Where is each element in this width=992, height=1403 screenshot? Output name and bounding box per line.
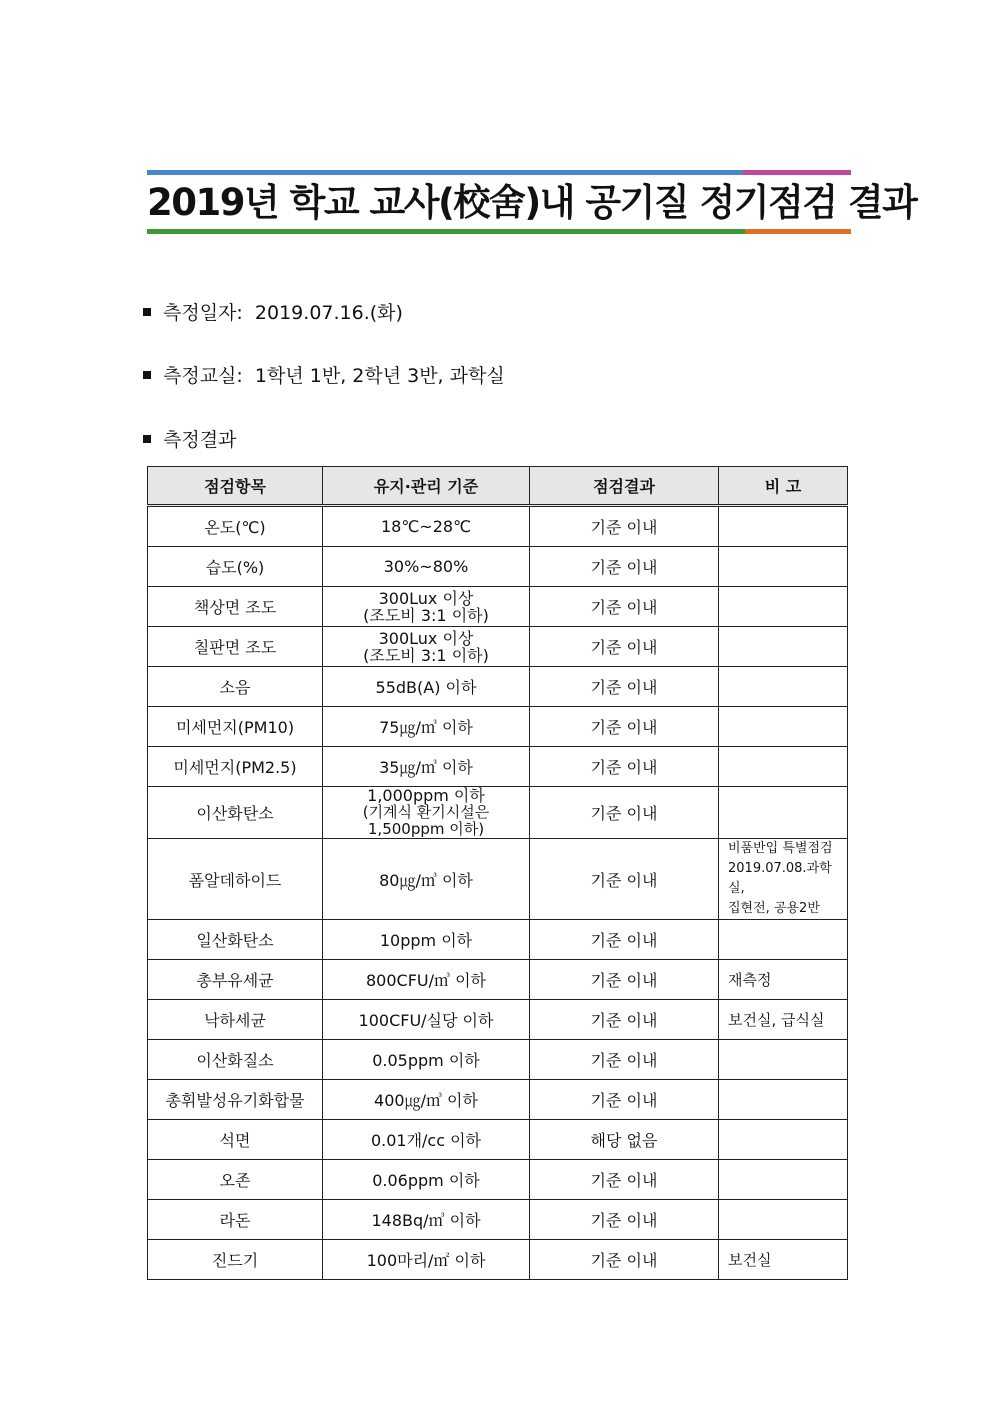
result-cell: 기준 이내 [530, 627, 719, 667]
note-cell [719, 839, 848, 920]
table-header-row [148, 467, 848, 506]
title-banner [147, 170, 917, 234]
title-bar-bottom-orange [745, 229, 851, 234]
note-cell [719, 506, 848, 547]
table-row [148, 920, 848, 960]
page-title: 2019년 학교 교사(校舍)내 공기질 정기점검 결과 [147, 181, 917, 224]
table-row [148, 506, 848, 547]
note-cell: 보건실 [719, 1240, 848, 1280]
note-cell [719, 920, 848, 960]
table-row [148, 1160, 848, 1200]
item-cell: 소음 [148, 667, 323, 707]
standard-subline: (조도비 3:1 이하) [363, 605, 489, 625]
result-cell: 기준 이내 [530, 707, 719, 747]
result-cell: 기준 이내 [530, 1200, 719, 1240]
result-cell: 기준 이내 [530, 787, 719, 839]
date-label: 측정일자: [163, 302, 243, 324]
header-note: 비 고 [719, 467, 848, 506]
standard-line: 300Lux 이상 [378, 588, 474, 608]
item-cell: 미세먼지(PM2.5) [148, 747, 323, 787]
item-cell: 온도(℃) [148, 506, 323, 547]
result-cell: 기준 이내 [530, 1040, 719, 1080]
result-cell: 기준 이내 [530, 587, 719, 627]
measurement-date-row [143, 298, 403, 325]
result-cell: 기준 이내 [530, 960, 719, 1000]
standard-cell: 80㎍/㎥ 이하 [323, 839, 530, 920]
table-row [148, 747, 848, 787]
header-standard: 유지·관리 기준 [323, 467, 530, 506]
date-value: 2019.07.16.(화) [254, 302, 403, 324]
standard-cell: 55dB(A) 이하 [323, 667, 530, 707]
item-cell: 일산화탄소 [148, 920, 323, 960]
note-cell [719, 627, 848, 667]
results-table [147, 466, 848, 1280]
item-cell: 진드기 [148, 1240, 323, 1280]
classroom-label: 측정교실: [163, 365, 243, 387]
standard-cell: 100CFU/실당 이하 [323, 1000, 530, 1040]
standard-cell [323, 787, 530, 839]
measurement-result-row [143, 425, 236, 452]
standard-subline: (조도비 3:1 이하) [363, 645, 489, 665]
note-line: 2019.07.08.과학실, [728, 861, 832, 896]
item-cell: 석면 [148, 1120, 323, 1160]
result-cell: 기준 이내 [530, 506, 719, 547]
result-cell: 기준 이내 [530, 747, 719, 787]
standard-cell: 35㎍/㎥ 이하 [323, 747, 530, 787]
standard-cell: 0.05ppm 이하 [323, 1040, 530, 1080]
table-row [148, 667, 848, 707]
result-cell: 기준 이내 [530, 547, 719, 587]
table-row [148, 707, 848, 747]
note-cell [719, 1200, 848, 1240]
square-bullet-icon [143, 371, 151, 379]
note-cell [719, 587, 848, 627]
table-row [148, 1200, 848, 1240]
result-cell: 기준 이내 [530, 1000, 719, 1040]
table-row [148, 1040, 848, 1080]
standard-cell: 10ppm 이하 [323, 920, 530, 960]
result-cell: 기준 이내 [530, 667, 719, 707]
item-cell: 이산화탄소 [148, 787, 323, 839]
item-cell: 총부유세균 [148, 960, 323, 1000]
item-cell: 총휘발성유기화합물 [148, 1080, 323, 1120]
standard-subline: (기계식 환기시설은 1,500ppm 이하) [362, 803, 490, 838]
note-cell [719, 1080, 848, 1120]
item-cell: 책상면 조도 [148, 587, 323, 627]
item-cell: 폼알데하이드 [148, 839, 323, 920]
note-cell [719, 1120, 848, 1160]
square-bullet-icon [143, 435, 151, 443]
table-row [148, 1240, 848, 1280]
table-row [148, 1000, 848, 1040]
title-bar-top-blue [147, 170, 743, 175]
result-cell: 기준 이내 [530, 1080, 719, 1120]
standard-cell: 30%~80% [323, 547, 530, 587]
note-line: 비품반입 특별점검 [728, 841, 833, 856]
table-row [148, 547, 848, 587]
note-line: 집현전, 공용2반 [728, 901, 820, 916]
result-cell: 기준 이내 [530, 1240, 719, 1280]
standard-cell: 400㎍/㎥ 이하 [323, 1080, 530, 1120]
result-label: 측정결과 [163, 429, 237, 451]
standard-line: 1,000ppm 이하 [367, 786, 485, 805]
standard-cell [323, 627, 530, 667]
standard-cell: 148Bq/㎥ 이하 [323, 1200, 530, 1240]
standard-cell: 0.06ppm 이하 [323, 1160, 530, 1200]
item-cell: 오존 [148, 1160, 323, 1200]
note-cell [719, 1040, 848, 1080]
item-cell: 습도(%) [148, 547, 323, 587]
standard-cell: 75㎍/㎥ 이하 [323, 707, 530, 747]
note-cell [719, 747, 848, 787]
table-row [148, 1120, 848, 1160]
item-cell: 이산화질소 [148, 1040, 323, 1080]
standard-cell [323, 587, 530, 627]
standard-cell: 0.01개/cc 이하 [323, 1120, 530, 1160]
standard-line: 300Lux 이상 [378, 628, 474, 648]
note-cell [719, 707, 848, 747]
header-item: 점검항목 [148, 467, 323, 506]
result-cell: 기준 이내 [530, 1160, 719, 1200]
standard-cell: 800CFU/㎥ 이하 [323, 960, 530, 1000]
classroom-value: 1학년 1반, 2학년 3반, 과학실 [254, 365, 505, 387]
title-bar-bottom-green [147, 229, 745, 234]
title-bar-top-pink [743, 170, 851, 175]
item-cell: 칠판면 조도 [148, 627, 323, 667]
result-cell: 기준 이내 [530, 839, 719, 920]
table-row [148, 787, 848, 839]
table-row [148, 1080, 848, 1120]
note-cell: 재측정 [719, 960, 848, 1000]
table-row [148, 627, 848, 667]
standard-cell: 100마리/㎡ 이하 [323, 1240, 530, 1280]
table-row [148, 587, 848, 627]
result-cell: 기준 이내 [530, 920, 719, 960]
note-cell: 보건실, 급식실 [719, 1000, 848, 1040]
table-row [148, 839, 848, 920]
square-bullet-icon [143, 308, 151, 316]
header-result: 점검결과 [530, 467, 719, 506]
item-cell: 라돈 [148, 1200, 323, 1240]
note-cell [719, 667, 848, 707]
note-cell [719, 547, 848, 587]
item-cell: 낙하세균 [148, 1000, 323, 1040]
measurement-classroom-row [143, 361, 505, 388]
item-cell: 미세먼지(PM10) [148, 707, 323, 747]
note-cell [719, 1160, 848, 1200]
standard-cell: 18℃~28℃ [323, 506, 530, 547]
result-cell: 해당 없음 [530, 1120, 719, 1160]
table-row [148, 960, 848, 1000]
note-cell [719, 787, 848, 839]
